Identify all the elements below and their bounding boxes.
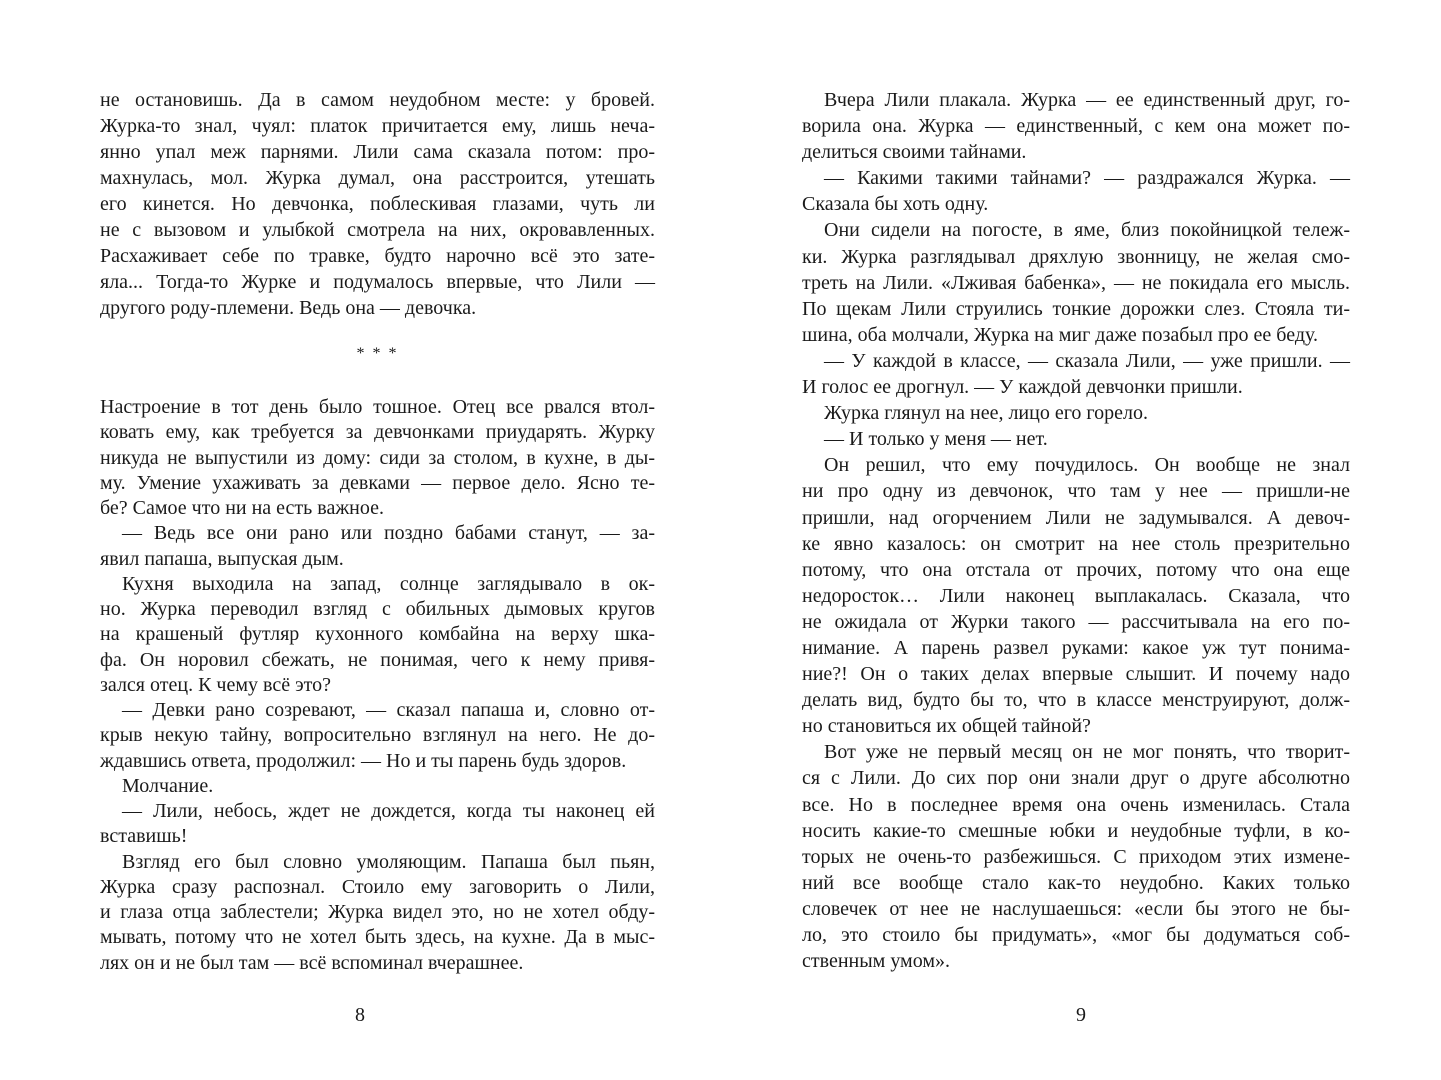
- text-line: но становиться их общей тайной?: [802, 715, 1091, 738]
- text-line: Кухня выходила на запад, солнце заглядывало в ок-: [122, 572, 655, 595]
- text-line: — И только у меня — нет.: [824, 428, 1048, 451]
- paragraph: [802, 739, 1350, 974]
- text-line: ственным умом».: [802, 950, 950, 973]
- paragraph: [100, 395, 655, 521]
- text-line: ло, это стоило бы придумать», «мог бы додуматься соб-: [802, 924, 1350, 946]
- paragraph: [100, 799, 655, 850]
- text-line: фа. Он норовил сбежать, не понимая, чего к нему привя-: [100, 648, 655, 671]
- text-line: никуда не выпустили из дому: сиди за столом, в кухне, в ды-: [100, 446, 655, 469]
- left-page-section-1: [100, 87, 655, 321]
- paragraph: [802, 452, 1350, 739]
- paragraph: [802, 348, 1350, 400]
- text-line: ждавшись ответа, продолжил: — Но и ты парень будь здоров.: [100, 749, 627, 772]
- paragraph: [802, 400, 1350, 426]
- text-line: недоросток… Лили наконец выплакалась. Сказала, что: [802, 584, 1350, 607]
- text-line: Молчание.: [122, 774, 214, 797]
- text-line: Сказала бы хоть одну.: [802, 193, 989, 216]
- text-line: не остановишь. Да в самом неудобном месте: у бровей.: [100, 89, 655, 111]
- text-line: шина, оба молчали, Журка на миг даже позабыл про ее беду.: [802, 323, 1318, 346]
- text-line: ке явно казалось: он смотрит на нее столь презрительно: [802, 532, 1350, 555]
- paragraph: [100, 572, 655, 698]
- text-line: другого роду-племени. Ведь она — девочка.: [100, 297, 477, 319]
- text-line: И голос ее дрогнул. — У каждой девчонки пришли.: [802, 376, 1243, 399]
- text-line: Настроение в тот день было тошное. Отец все рвался втол-: [100, 396, 655, 418]
- page-number-right: 9: [1076, 1004, 1086, 1026]
- text-line: му. Умение ухаживать за девками — первое дело. Ясно те-: [100, 471, 655, 494]
- text-line: ние?! Он о таких делах впервые слышит. И почему надо: [802, 663, 1350, 686]
- text-line: — Лили, небось, ждет не дождется, когда ты наконец ей: [122, 800, 655, 822]
- text-line: пришли, над огорчением Лили не задумывался. А девоч-: [802, 506, 1350, 529]
- text-line: Журка сразу распознал. Стоило ему заговорить о Лили,: [100, 875, 655, 898]
- text-line: треть на Лили. «Лживая бабенка», — не покидала его мысль.: [802, 271, 1350, 294]
- text-line: делать вид, будто бы то, что в классе менструируют, долж-: [802, 689, 1350, 712]
- text-line: лях он и не был там — всё вспоминал вчерашнее.: [100, 951, 524, 974]
- text-line: делиться своими тайнами.: [802, 141, 1027, 164]
- text-line: зался отец. К чему всё это?: [100, 673, 332, 696]
- paragraph: [100, 850, 655, 976]
- text-line: на крашеный футляр кухонного комбайна на верху шка-: [100, 623, 655, 646]
- text-line: носить какие-то смешные юбки и неудобные туфли, в ко-: [802, 819, 1350, 842]
- text-line: янно упал меж парнями. Лили сама сказала потом: про-: [100, 141, 655, 163]
- paragraph: [802, 217, 1350, 347]
- text-line: ки. Журка разглядывал дряхлую звонницу, не желая смо-: [802, 245, 1350, 268]
- text-line: мывать, потому что не хотел быть здесь, на кухне. Да в мыс-: [100, 926, 655, 949]
- text-line: Журка глянул на нее, лицо его горело.: [824, 402, 1148, 425]
- text-line: — У каждой в классе, — сказала Лили, — уже пришли. —: [824, 349, 1350, 372]
- text-line: — Ведь все они рано или поздно бабами станут, — за-: [122, 522, 655, 545]
- left-page-section-2: [100, 395, 655, 976]
- text-line: потому, что она отстала от прочих, потому что она еще: [802, 558, 1350, 581]
- right-page-text: [802, 87, 1350, 974]
- text-line: Вот уже не первый месяц он не мог понять, что творит-: [824, 741, 1350, 764]
- paragraph: [802, 165, 1350, 217]
- page-number-left: 8: [355, 1004, 365, 1026]
- text-line: ний все вообще стало как-то неудобно. Каких только: [802, 871, 1350, 894]
- text-line: Он решил, что ему почудилось. Он вообще не знал: [824, 454, 1350, 477]
- paragraph: [100, 698, 655, 774]
- text-line: все. Но в последнее время она очень изменилась. Стала: [802, 793, 1350, 816]
- paragraph: [100, 87, 655, 321]
- paragraph: [802, 87, 1350, 165]
- text-line: но. Журка переводил взгляд с обильных дымовых кругов: [100, 598, 655, 620]
- text-line: его кинется. Но девчонка, поблескивая глазами, чуть ли: [100, 193, 655, 215]
- text-line: и глаза отца заблестели; Журка видел это, но не хотел обду-: [100, 901, 655, 923]
- text-line: — Девки рано созревают, — сказал папаша и, словно от-: [122, 699, 655, 721]
- text-line: бе? Самое что ни на есть важное.: [100, 497, 384, 519]
- text-line: ся с Лили. До сих пор они знали друг о друге абсолютно: [802, 767, 1350, 790]
- text-line: ковать ему, как требуется за девчонками приударять. Журку: [100, 421, 655, 444]
- paragraph: [802, 426, 1350, 452]
- text-line: Журка-то знал, чуял: платок причитается ему, лишь неча-: [100, 115, 655, 137]
- text-line: Расхаживает себе по травке, будто нарочно всё это зате-: [100, 245, 655, 267]
- text-line: яла... Тогда-то Журке и подумалось впервые, что Лили —: [100, 271, 655, 293]
- text-line: торых не очень-то разбежишься. С приходом этих измене-: [802, 845, 1350, 868]
- text-line: — Какими такими тайнами? — раздражался Журка. —: [824, 167, 1350, 190]
- text-line: По щекам Лили струились тонкие дорожки слез. Стояла ти-: [802, 297, 1350, 320]
- text-line: ни про одну из девчонок, что там у нее — пришли-не: [802, 480, 1350, 503]
- text-line: Они сидели на погосте, в яме, близ покойницкой тележ-: [824, 219, 1350, 242]
- text-line: крыв некую тайну, вопросительно взглянул на него. Не до-: [100, 724, 655, 747]
- text-line: явил папаша, выпуская дым.: [100, 547, 344, 570]
- text-line: вставишь!: [100, 825, 188, 848]
- paragraph: [100, 521, 655, 572]
- text-line: нимание. А парень развел руками: какое уж тут понима-: [802, 636, 1350, 659]
- text-line: не с вызовом и улыбкой смотрела на них, окровавленных.: [100, 219, 655, 241]
- text-line: словечек от нее не наслушаешься: «если бы этого не бы-: [802, 897, 1350, 920]
- text-line: Вчера Лили плакала. Журка — ее единственный друг, го-: [824, 89, 1350, 111]
- text-line: махнулась, мол. Журка думал, она расстроится, утешать: [100, 167, 655, 189]
- text-line: не ожидала от Журки такого — рассчитывала на его по-: [802, 610, 1350, 633]
- text-line: ворила она. Журка — единственный, с кем она может по-: [802, 115, 1350, 138]
- text-line: Взгляд его был словно умоляющим. Папаша был пьян,: [122, 850, 655, 873]
- paragraph: [100, 774, 655, 799]
- section-separator: * * *: [356, 345, 399, 362]
